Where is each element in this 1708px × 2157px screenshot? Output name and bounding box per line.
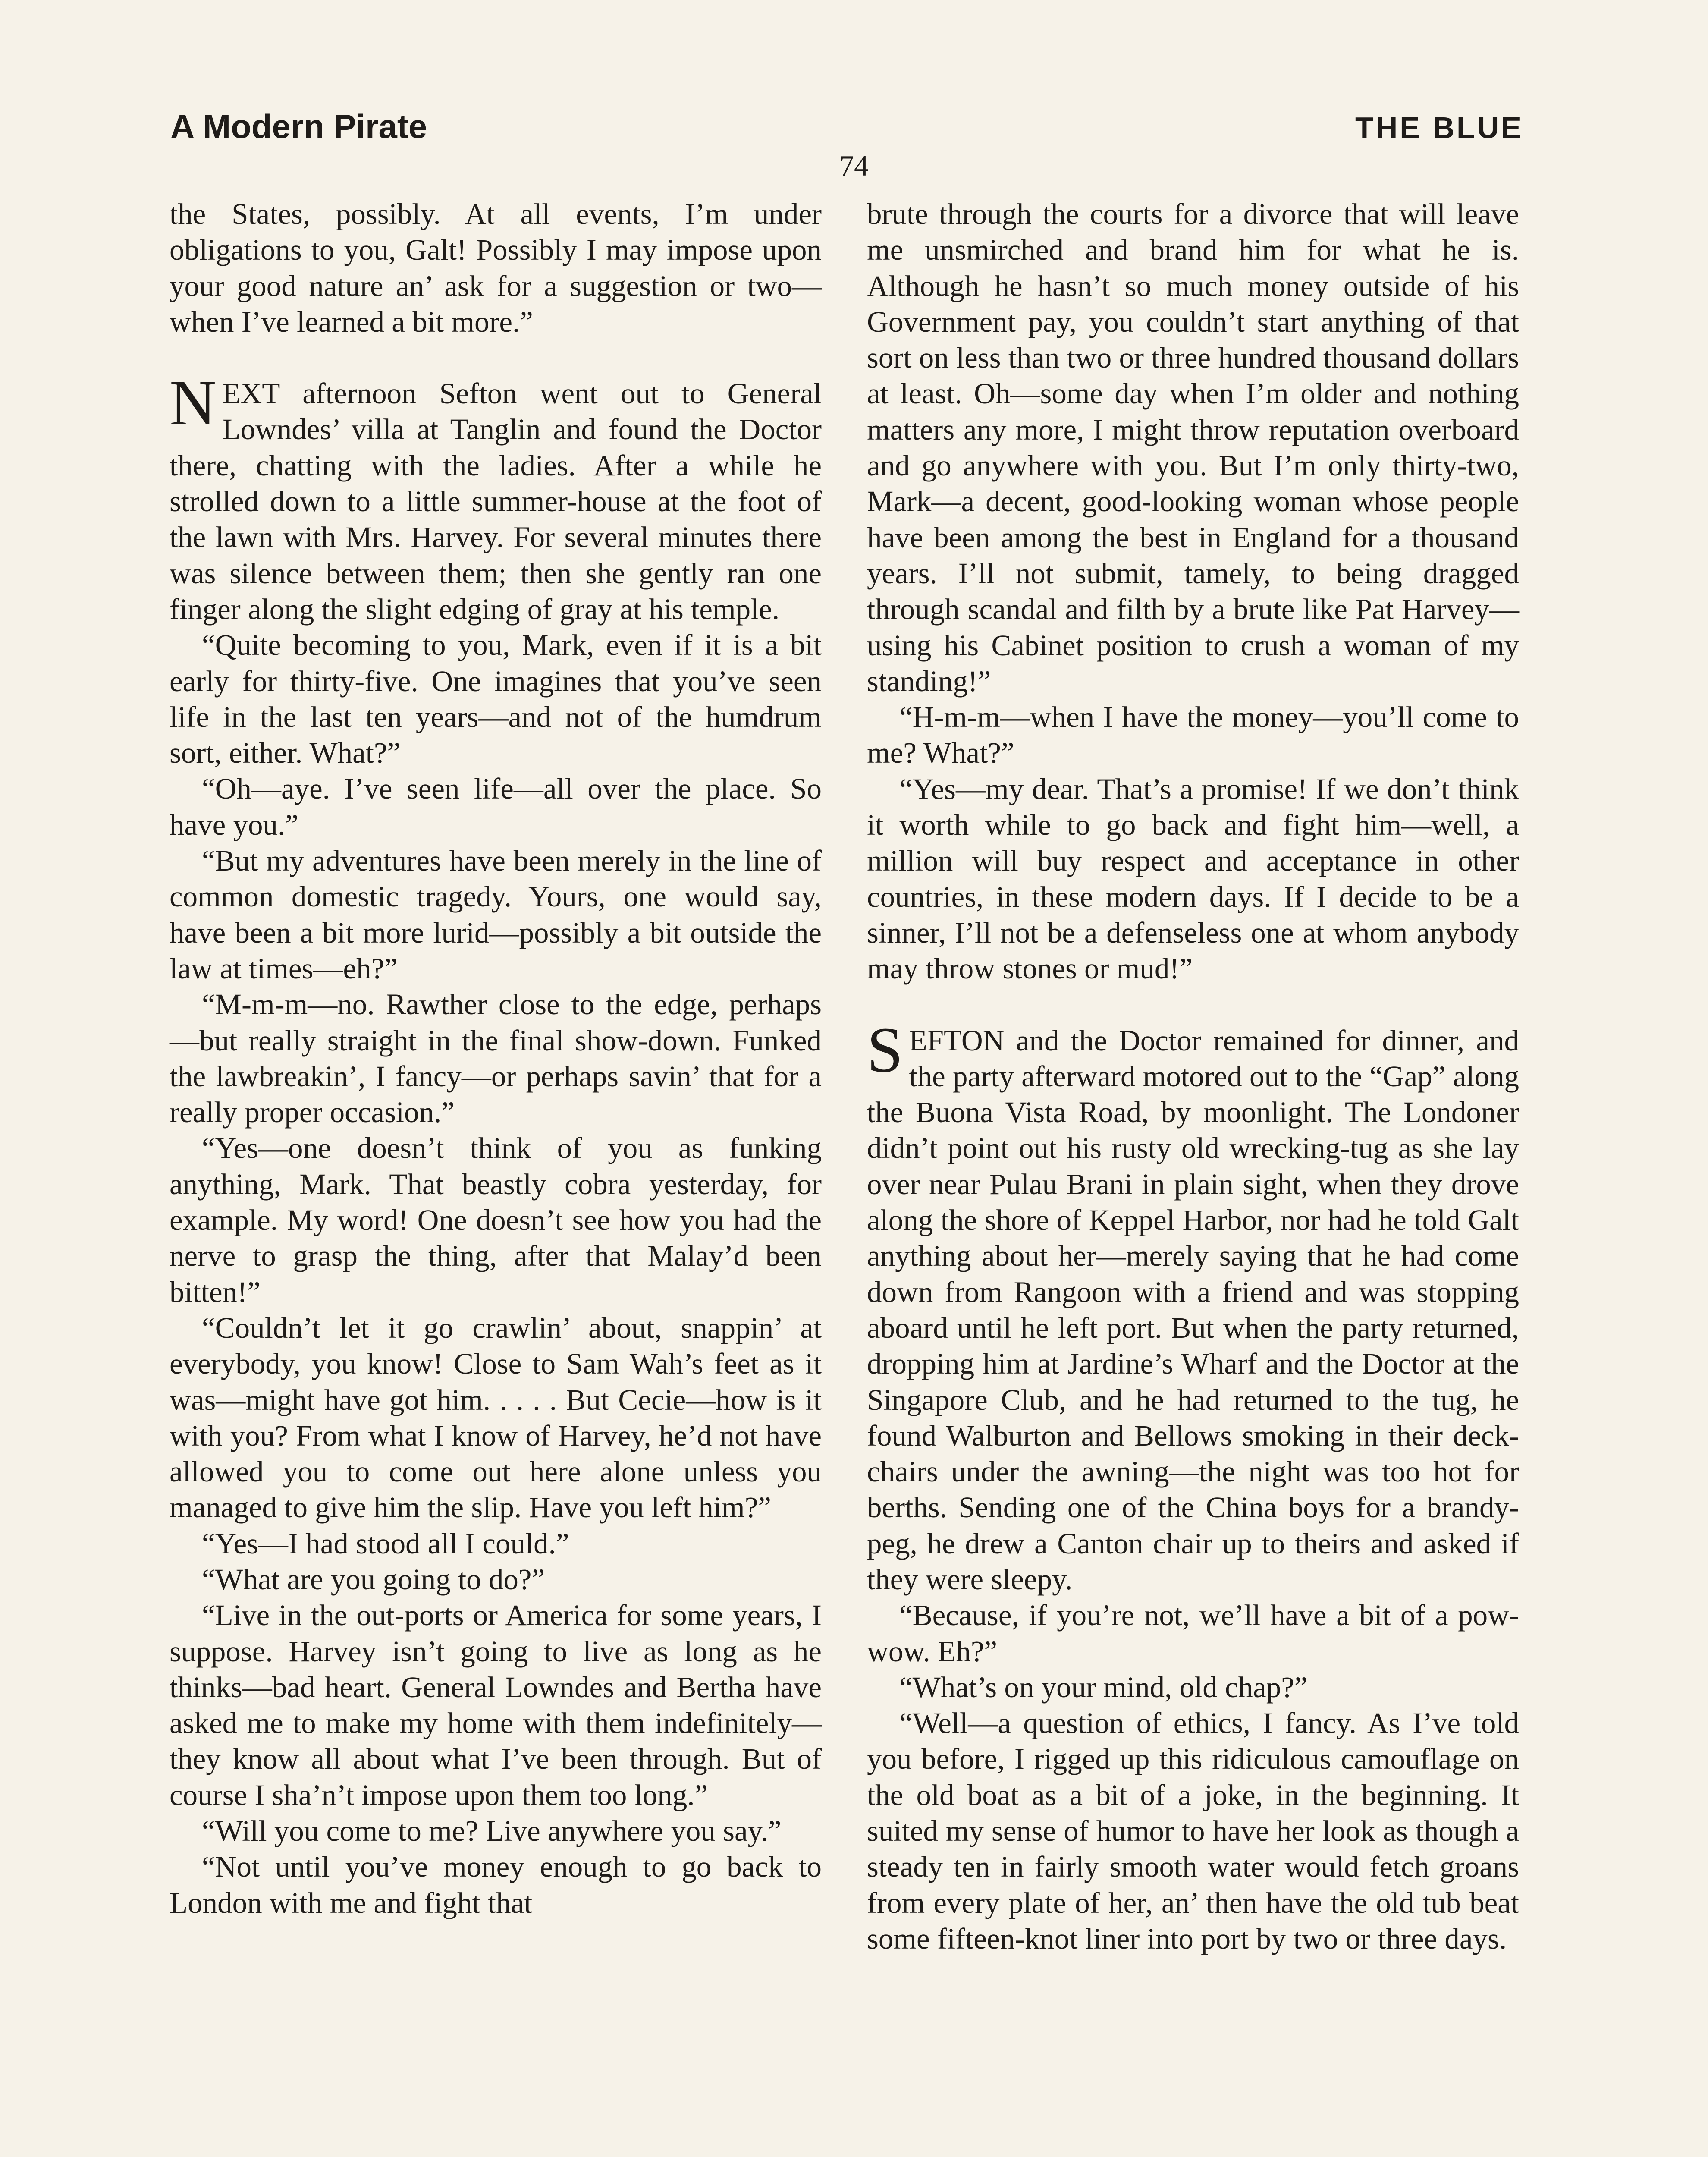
paragraph: “Couldn’t let it go crawlin’ about, snappin’ at everybody, you know! Close to Sam Wah’s feet as it was—might have got him. . . . . But Cecie—how is it with you? From what I know of Harvey, he’d not have allowed you to come out here alone unless you managed to give him the slip. Have you left him?”: [170, 1311, 822, 1524]
paragraph: “Quite becoming to you, Mark, even if it is a bit early for thirty-five. One imagines that you’ve seen life in the last ten years—and not of the humdrum sort, either. What?”: [170, 629, 822, 770]
paragraph: “Live in the out-ports or America for some years, I suppose. Harvey isn’t going to live as long as he thinks—bad heart. General Lowndes and Bertha have asked me to make my home with them indefinitely—they know all about what I’ve been through. But of course I sha’n’t impose upon them too long.”: [170, 1599, 822, 1811]
paragraph: “Well—a question of ethics, I fancy. As I’ve told you before, I rigged up this ridiculous camouflage on the old boat as a bit of a joke, in the beginning. It suited my sense of humor to have her look as though a steady ten in fairly smooth water would fetch groans from every plate of her, an’ then have the old tub beat some fifteen-knot liner into port by two or three days.: [867, 1707, 1519, 1955]
left-column: [170, 196, 822, 1921]
section-paragraph: [867, 1014, 1519, 1598]
paragraph: “M-m-m—no. Rawther close to the edge, perhaps—but really straight in the final show-down. Funked the lawbreakin’, I fancy—or perhaps savin’ that for a really proper occasion.”: [170, 988, 822, 1129]
paragraph: “Because, if you’re not, we’ll have a bit of a pow-wow. Eh?”: [867, 1599, 1519, 1668]
drop-cap: N: [170, 367, 217, 439]
paragraph: “Yes—one doesn’t think of you as funking anything, Mark. That beastly cobra yesterday, for example. My word! One doesn’t see how you had the nerve to grasp the thing, after that Malay’d been bitten!”: [170, 1132, 822, 1308]
paragraph: “But my adventures have been merely in the line of common domestic tragedy. Yours, one would say, have been a bit more lurid—possibly a bit outside the law at times—eh?”: [170, 844, 822, 985]
section-paragraph: [170, 367, 822, 627]
paragraph: “Not until you’ve money enough to go back to London with me and fight that: [170, 1850, 822, 1919]
paragraph: “Oh—aye. I’ve seen life—all over the place. So have you.”: [170, 772, 822, 841]
page-number: 74: [839, 149, 869, 182]
paragraph: “Will you come to me? Live anywhere you say.”: [202, 1814, 782, 1848]
paragraph: “What’s on your mind, old chap?”: [899, 1670, 1308, 1704]
paragraph: “H-m-m—when I have the money—you’ll come to me? What?”: [867, 701, 1519, 770]
paragraph: “Yes—I had stood all I could.”: [202, 1527, 569, 1560]
magazine-title-header: THE BLUE: [1355, 111, 1523, 145]
right-column: [867, 196, 1519, 1957]
paragraph-text: EFTON and the Doctor remained for dinner, and the party afterward motored out to the “Gap” along the Buona Vista Road, by moonlight. The Londoner didn’t point out his rusty old wrecking-tug as she lay over near Pulau Brani in plain sight, when they drove along the shore of Keppel Harbor, nor had he told Galt anything about her—merely saying that he had come down from Rangoon with a friend and was stopping aboard until he left port. But when the party returned, dropping him at Jardine’s Wharf and the Doctor at the Singapore Club, and he had returned to the tug, he found Walburton and Bellows smoking in their deck-chairs under the awning—the night was too hot for berths. Sending one of the China boys for a brandy-peg, he drew a Canton chair up to theirs and asked if they were sleepy.: [867, 1024, 1519, 1596]
story-title-header: A Modern Pirate: [170, 107, 427, 145]
paragraph: “What are you going to do?”: [202, 1563, 545, 1596]
paragraph: brute through the courts for a divorce that will leave me unsmirched and brand him for what he is. Although he hasn’t so much money outside of his Government pay, you couldn’t start anything of that sort on less than two or three hundred thousand dollars at least. Oh—some day when I’m older and nothing matters any more, I might throw reputation overboard and go anywhere with you. But I’m only thirty-two, Mark—a decent, good-looking woman whose people have been among the best in England for a thousand years. I’ll not submit, tamely, to being dragged through scandal and filth by a brute like Pat Harvey—using his Cabinet position to crush a woman of my standing!”: [867, 198, 1519, 698]
paragraph: “Yes—my dear. That’s a promise! If we don’t think it worth while to go back and fight him—well, a million will buy respect and acceptance in other countries, in these modern days. If I decide to be a sinner, I’ll not be a defenseless one at whom anybody may throw stones or mud!”: [867, 772, 1519, 985]
drop-cap: S: [867, 1014, 903, 1086]
paragraph-text: EXT afternoon Sefton went out to General Lowndes’ villa at Tanglin and found the Doctor there, chatting with the ladies. After a while he strolled down to a little summer-house at the foot of the lawn with Mrs. Harvey. For several minutes there was silence between them; then she gently ran one finger along the slight edging of gray at his temple.: [170, 377, 822, 626]
paragraph: the States, possibly. At all events, I’m under obligations to you, Galt! Possibly I may impose upon your good nature an’ ask for a suggestion or two—when I’ve learned a bit more.”: [170, 198, 822, 338]
